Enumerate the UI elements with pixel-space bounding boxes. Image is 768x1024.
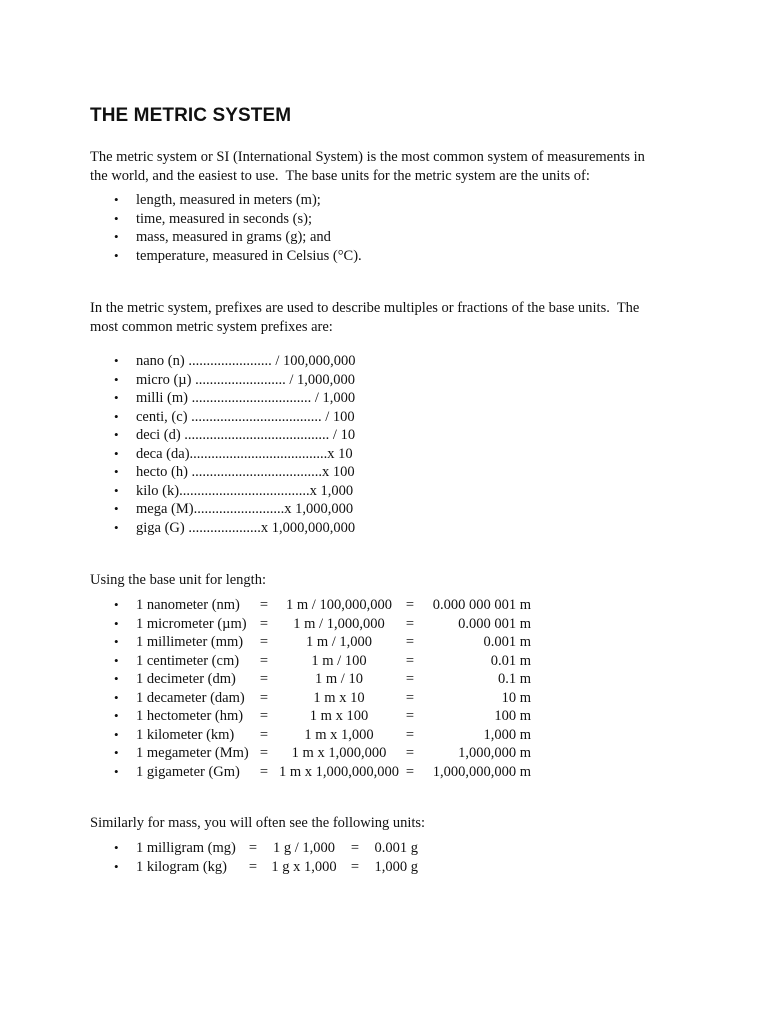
unit-name: 1 decameter (dam) — [136, 689, 245, 706]
bullet-icon: • — [114, 840, 119, 855]
bullet-icon: • — [114, 427, 119, 442]
unit-value: 0.000 001 m — [458, 615, 531, 632]
prefix-text: nano (n) ....................... / 100,000,000 — [136, 353, 356, 369]
unit-value: 100 m — [494, 708, 531, 724]
equals-sign: = — [259, 689, 269, 706]
bullet-icon: • — [114, 634, 119, 649]
unit-value: 0.000 000 001 m — [432, 597, 531, 613]
intro-paragraph — [90, 148, 690, 185]
bullet-icon: • — [114, 763, 119, 779]
unit-name: 1 hectometer (hm) — [136, 708, 244, 724]
equals-sign: = — [405, 597, 415, 613]
bullet-icon: • — [114, 482, 119, 498]
unit-expression: 1 m x 1,000,000 — [291, 745, 387, 761]
page-title: THE METRIC SYSTEM — [90, 105, 292, 126]
bullet-icon: • — [114, 671, 119, 686]
bullet-icon: • — [114, 353, 119, 368]
equals-sign: = — [405, 708, 415, 724]
equals-sign: = — [405, 634, 415, 650]
base-unit-text: temperature, measured in Celsius (°C). — [136, 247, 362, 264]
unit-value: 0.01 m — [490, 652, 531, 669]
bullet-icon: • — [114, 519, 119, 535]
bullet-icon: • — [114, 858, 119, 874]
unit-expression: 1 m x 10 — [313, 689, 365, 706]
unit-expression: 1 m / 10 — [315, 671, 363, 687]
unit-expression: 1 m x 1,000 — [304, 726, 374, 743]
unit-value: 1,000,000,000 m — [432, 763, 531, 780]
unit-expression: 1 m / 1,000 — [305, 634, 373, 650]
unit-expression: 1 g x 1,000 — [271, 858, 337, 875]
unit-name: 1 gigameter (Gm) — [136, 763, 240, 780]
equals-sign: = — [259, 634, 269, 650]
unit-value: 0.1 m — [497, 671, 531, 687]
unit-value: 1,000,000 m — [458, 745, 531, 761]
bullet-icon: • — [114, 652, 119, 668]
prefix-text: centi, (c) .................................... / 100 — [136, 408, 355, 425]
unit-name: 1 decimeter (dm) — [136, 671, 236, 687]
equals-sign: = — [405, 615, 415, 632]
bullet-icon: • — [114, 708, 119, 723]
mass-intro-line: Similarly for mass, you will often see the following units: — [90, 815, 426, 831]
bullet-icon: • — [114, 247, 119, 263]
unit-name: 1 millimeter (mm) — [136, 634, 244, 650]
equals-sign: = — [259, 671, 269, 687]
equals-sign: = — [405, 745, 415, 761]
mass-intro — [90, 814, 690, 833]
equals-sign: = — [259, 615, 269, 632]
unit-expression: 1 m / 100 — [311, 652, 367, 669]
equals-sign: = — [350, 858, 360, 875]
equals-sign: = — [405, 671, 415, 687]
equals-sign: = — [259, 745, 269, 761]
bullet-icon: • — [114, 745, 119, 760]
bullet-icon: • — [114, 210, 119, 226]
length-intro-line: Using the base unit for length: — [90, 572, 266, 588]
bullet-icon: • — [114, 597, 119, 612]
unit-expression: 1 m x 1,000,000,000 — [278, 763, 400, 780]
bullet-icon: • — [114, 464, 119, 479]
equals-sign: = — [248, 858, 258, 875]
prefix-text: deca (da)......................................x 10 — [136, 445, 353, 462]
bullet-icon: • — [114, 229, 119, 244]
unit-name: 1 megameter (Mm) — [136, 745, 249, 761]
unit-name: 1 nanometer (nm) — [136, 597, 240, 613]
prefix-text: micro (µ) ......................... / 1,000,000 — [136, 371, 355, 388]
bullet-icon: • — [114, 371, 119, 387]
prefix-text: deci (d) ........................................ / 10 — [136, 427, 356, 443]
equals-sign: = — [405, 763, 415, 780]
unit-name: 1 kilogram (kg) — [136, 858, 228, 875]
bullet-icon: • — [114, 501, 119, 516]
unit-expression: 1 m / 100,000,000 — [286, 597, 392, 613]
unit-name: 1 milligram (mg) — [136, 840, 236, 856]
bullet-icon: • — [114, 390, 119, 405]
equals-sign: = — [350, 840, 360, 856]
prefix-text: giga (G) ....................x 1,000,000,000 — [136, 519, 356, 536]
unit-expression: 1 m / 1,000,000 — [293, 615, 385, 632]
bullet-icon: • — [114, 408, 119, 424]
unit-expression: 1 m x 100 — [309, 708, 369, 724]
unit-name: 1 centimeter (cm) — [136, 652, 240, 669]
prefix-text: hecto (h) ....................................x 100 — [136, 464, 355, 480]
unit-value: 10 m — [501, 689, 531, 706]
prefix-text: kilo (k)....................................x 1,000 — [136, 482, 354, 499]
prefix-text: mega (M).........................x 1,000,000 — [136, 501, 354, 517]
prefix-intro-line: In the metric system, prefixes are used to describe multiples or fractions of the base units. The — [90, 300, 640, 316]
equals-sign: = — [259, 597, 269, 613]
base-unit-text: time, measured in seconds (s); — [136, 210, 312, 227]
equals-sign: = — [259, 652, 269, 669]
equals-sign: = — [405, 689, 415, 706]
bullet-icon: • — [114, 726, 119, 742]
intro-line: the world, and the easiest to use. The base units for the metric system are the units of: — [90, 167, 590, 184]
prefix-text: milli (m) ................................. / 1,000 — [136, 390, 356, 406]
unit-name: 1 micrometer (µm) — [136, 615, 247, 632]
equals-sign: = — [259, 763, 269, 780]
bullet-icon: • — [114, 445, 119, 461]
unit-value: 1,000 g — [374, 858, 418, 875]
equals-sign: = — [248, 840, 258, 856]
bullet-icon: • — [114, 689, 119, 705]
base-unit-text: mass, measured in grams (g); and — [136, 229, 331, 245]
unit-name: 1 kilometer (km) — [136, 726, 235, 743]
unit-expression: 1 g / 1,000 — [272, 840, 336, 856]
equals-sign: = — [405, 726, 415, 743]
equals-sign: = — [259, 726, 269, 743]
equals-sign: = — [259, 708, 269, 724]
bullet-icon: • — [114, 615, 119, 631]
equals-sign: = — [405, 652, 415, 669]
intro-line: The metric system or SI (International System) is the most common system of measurements in — [90, 149, 645, 165]
unit-value: 0.001 g — [374, 840, 418, 856]
bullet-icon: • — [114, 192, 119, 207]
base-unit-text: length, measured in meters (m); — [136, 192, 321, 208]
prefix-intro-line: most common metric system prefixes are: — [90, 318, 333, 335]
unit-value: 1,000 m — [483, 726, 531, 743]
unit-value: 0.001 m — [483, 634, 531, 650]
prefix-intro-paragraph — [90, 299, 690, 336]
length-intro — [90, 571, 690, 590]
